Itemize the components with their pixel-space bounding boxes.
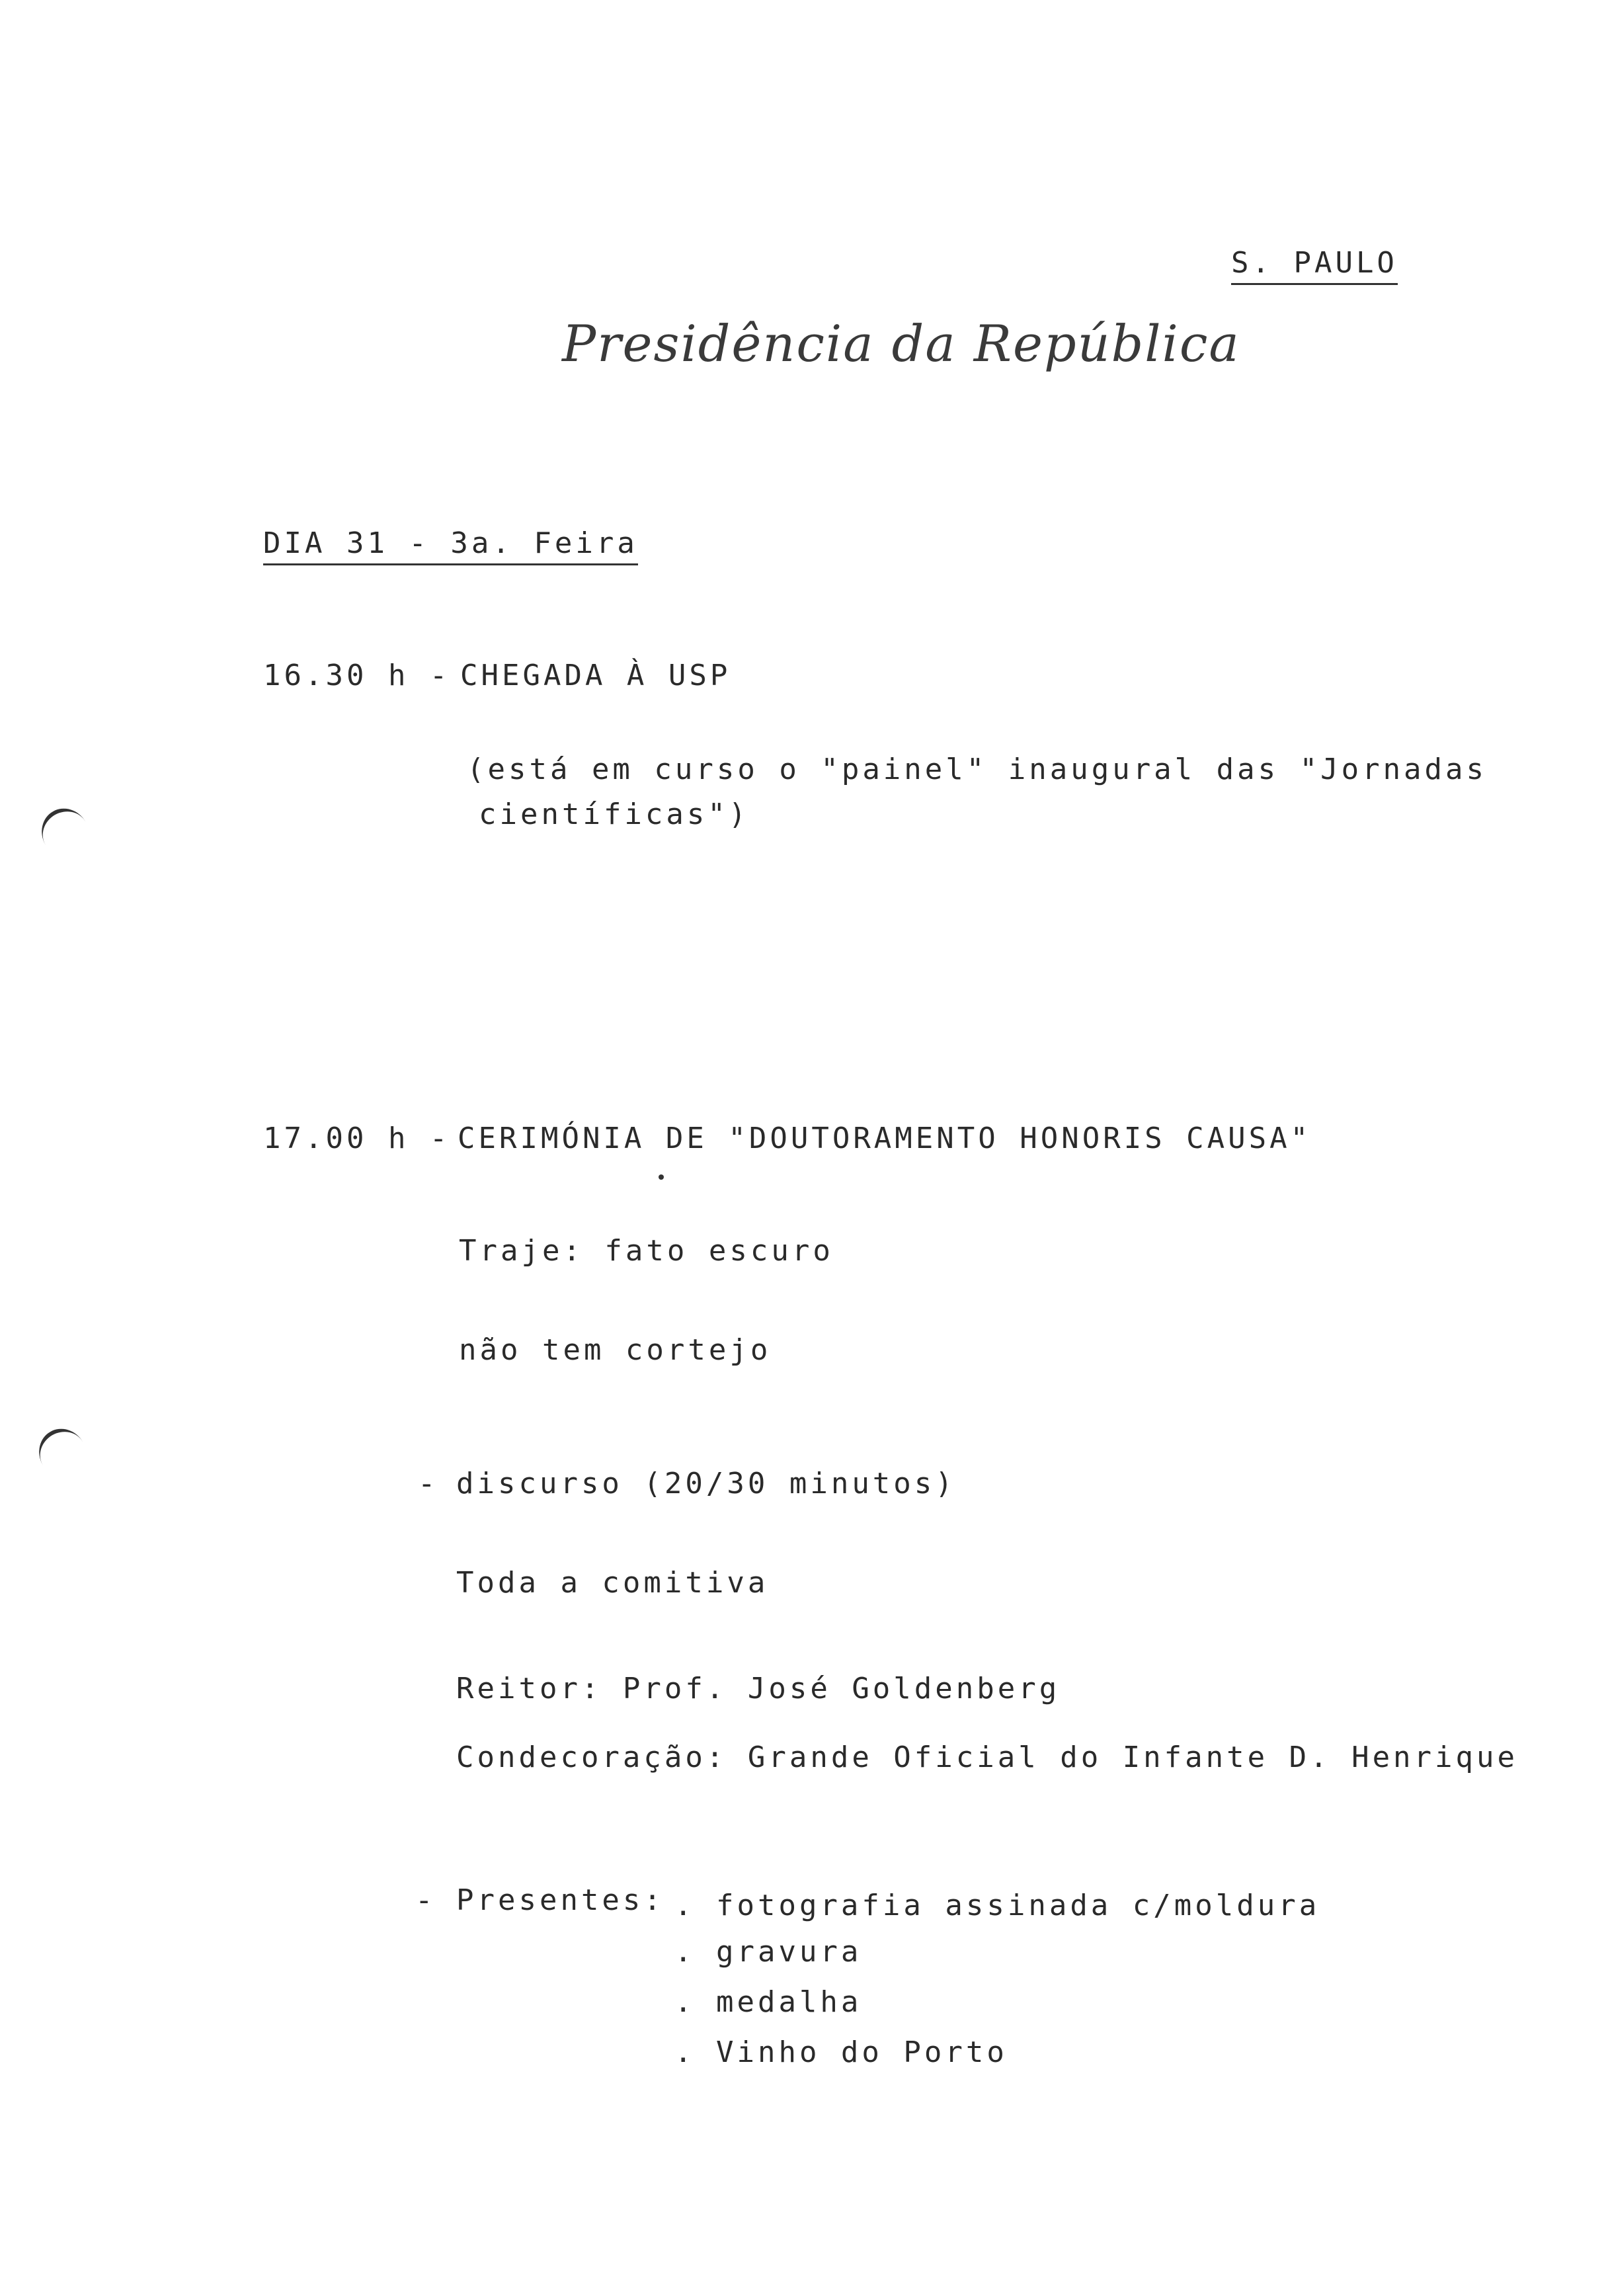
day-heading: DIA 31 - 3a. Feira [263,529,638,565]
rector-note: Reitor: Prof. José Goldenberg [456,1672,1061,1705]
event1-title: CHEGADA À USP [460,659,731,692]
gift-item: . gravura [674,1935,862,1969]
procession-note: não tem cortejo [459,1333,772,1367]
event1-note-line1: (está em curso o "painel" inaugural das "Jornadas [467,753,1488,786]
gifts-label: Presentes: [456,1883,664,1917]
gift-item: . fotografia assinada c/moldura [674,1889,1320,1922]
gifts-dash: - [415,1883,436,1917]
event2-title: CERIMÓNIA DE "DOUTORAMENTO HONORIS CAUSA" [458,1122,1312,1155]
ink-speck [659,1174,664,1180]
event2-time: 17.00 h - [263,1122,451,1155]
speech-note: discurso (20/30 minutos) [456,1467,956,1500]
gift-item: . Vinho do Porto [674,2035,1008,2069]
speech-dash: - [418,1467,439,1500]
dress-code: Traje: fato escuro [459,1234,834,1268]
event1-note-line2: científicas") [479,798,750,831]
event1-time: 16.30 h - [263,659,451,692]
retinue-note: Toda a comitiva [456,1566,769,1600]
punch-hole-mark [33,800,99,867]
decoration-note: Condecoração: Grande Oficial do Infante D. Henrique [456,1741,1519,1774]
gift-item: . medalha [674,1985,862,2019]
punch-hole-mark [30,1420,96,1487]
letterhead: Presidência da República [562,314,1240,373]
location-heading: S. PAULO [1231,249,1398,285]
